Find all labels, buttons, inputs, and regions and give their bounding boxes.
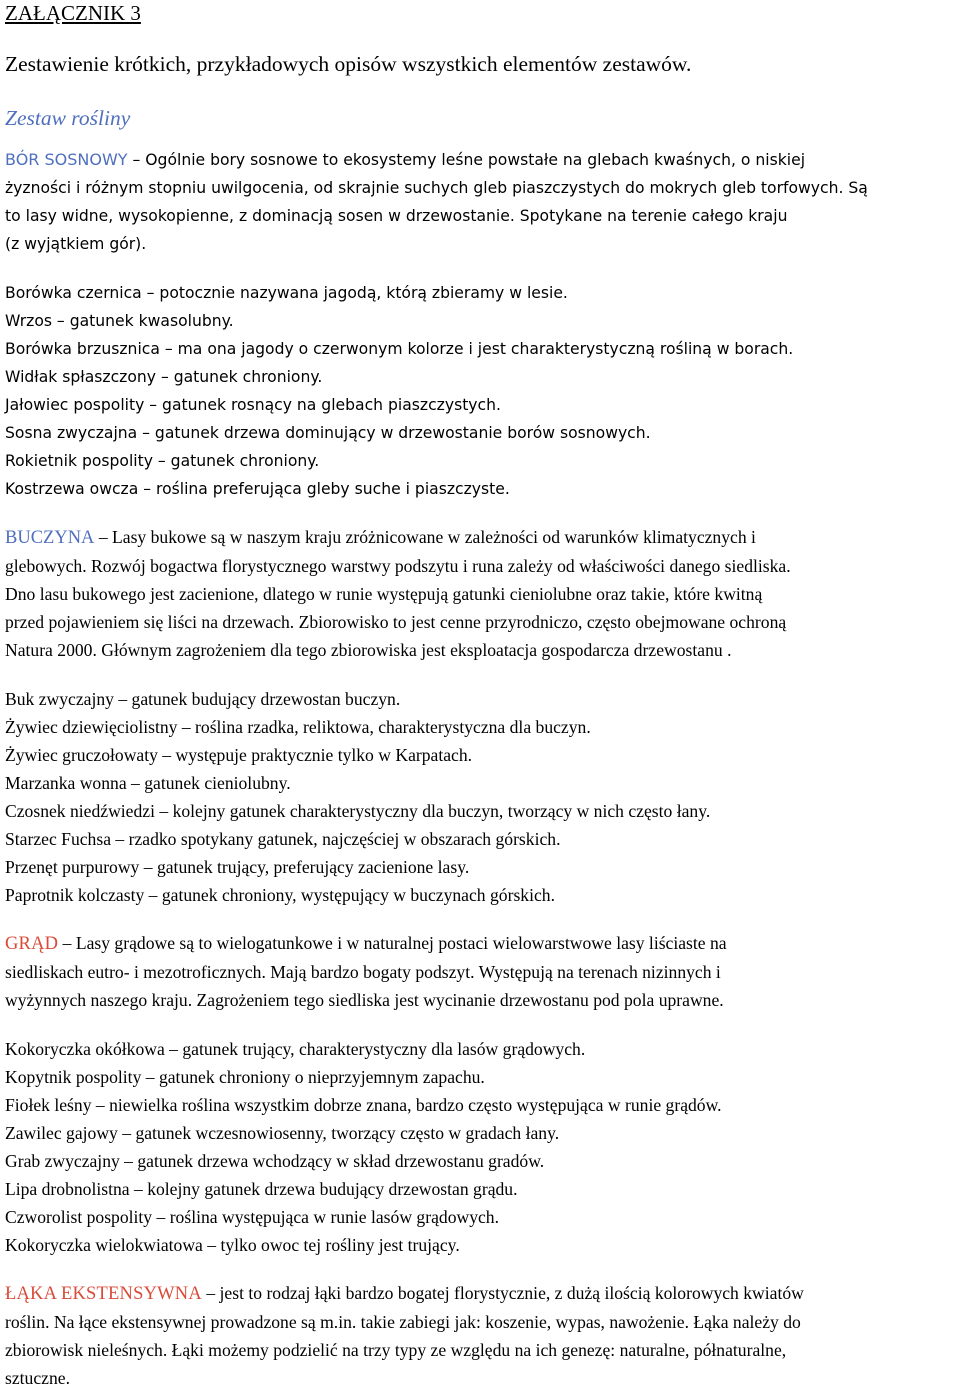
laka-paragraph-line: sztuczne.	[5, 1368, 70, 1388]
laka-paragraph-line: roślin. Na łące ekstensywnej prowadzone są m.in. takie zabiegi jak: koszenie, wypas, nawożenie. Łąka należy do	[5, 1312, 801, 1332]
list-item: Borówka brzusznica – ma ona jagody o czerwonym kolorze i jest charakterystyczną rośliną w borach.	[5, 340, 794, 358]
grad-paragraph-line: siedliskach eutro- i mezotroficznych. Mają bardzo bogaty podszyt. Występują na terenach nizinnych i	[5, 962, 721, 982]
buczyna-paragraph-line: BUCZYNA – Lasy bukowe są w naszym kraju zróżnicowane w zależności od warunków klimatycznych i	[5, 527, 756, 548]
list-item: Widłak spłaszczony – gatunek chroniony.	[5, 368, 323, 386]
bor-section	[5, 146, 954, 503]
laka-paragraph-line: zbiorowisk nieleśnych. Łąki możemy podzielić na trzy typy ze względu na ich genezę: naturalne, półnaturalne,	[5, 1340, 787, 1360]
list-item: Lipa drobnolistna – kolejny gatunek drzewa budujący drzewostan grądu.	[5, 1179, 518, 1199]
list-item: Starzec Fuchsa – rzadko spotykany gatunek, najczęściej w obszarach górskich.	[5, 829, 561, 849]
list-item: Kostrzewa owcza – roślina preferująca gleby suche i piaszczyste.	[5, 480, 510, 498]
list-item: Marzanka wonna – gatunek cieniolubny.	[5, 773, 291, 793]
grad-section	[5, 929, 954, 1259]
buczyna-heading: BUCZYNA	[5, 528, 95, 548]
list-item: Kopytnik pospolity – gatunek chroniony o nieprzyjemnym zapachu.	[5, 1067, 485, 1087]
list-item: Kokoryczka okółkowa – gatunek trujący, charakterystyczny dla lasów grądowych.	[5, 1039, 586, 1059]
list-item: Czosnek niedźwiedzi – kolejny gatunek charakterystyczny dla buczyn, tworzący w nich często łany.	[5, 801, 711, 821]
bor-heading: BÓR SOSNOWY	[5, 150, 128, 169]
bor-paragraph-line: to lasy widne, wysokopienne, z dominacją sosen w drzewostanie. Spotykane na terenie całego kraju	[5, 207, 788, 225]
laka-heading: ŁĄKA EKSTENSYWNA	[5, 1284, 202, 1304]
buczyna-species-list	[5, 685, 954, 909]
bor-paragraph-line: BÓR SOSNOWY – Ogólnie bory sosnowe to ekosystemy leśne powstałe na glebach kwaśnych, o niskiej	[5, 150, 806, 169]
bor-paragraph-line: żyzności i różnym stopniu uwilgocenia, od skrajnie suchych gleb piaszczystych do mokrych gleb torfowych. Są	[5, 179, 868, 197]
bor-paragraph-line: (z wyjątkiem gór).	[5, 235, 147, 253]
list-item: Buk zwyczajny – gatunek budujący drzewostan buczyn.	[5, 689, 401, 709]
list-item: Jałowiec pospolity – gatunek rosnący na glebach piaszczystych.	[5, 396, 501, 414]
grad-heading: GRĄD	[5, 934, 59, 954]
laka-paragraph-line: ŁĄKA EKSTENSYWNA – jest to rodzaj łąki bardzo bogatej florystycznie, z dużą ilością kolorowych kwiatów	[5, 1283, 804, 1304]
grad-species-list	[5, 1035, 954, 1259]
list-item: Fiołek leśny – niewielka roślina wszystkim dobrze znana, bardzo często występująca w runie grądów.	[5, 1095, 722, 1115]
buczyna-section	[5, 523, 954, 909]
list-item: Zawilec gajowy – gatunek wczesnowiosenny, tworzący często w gradach łany.	[5, 1123, 560, 1143]
list-item: Wrzos – gatunek kwasolubny.	[5, 312, 234, 330]
grad-paragraph-line: GRĄD – Lasy grądowe są to wielogatunkowe i w naturalnej postaci wielowarstwowe lasy liściaste na	[5, 933, 727, 954]
grad-paragraph-line: wyżynnych naszego kraju. Zagrożeniem tego siedliska jest wycinanie drzewostanu pod pola uprawne.	[5, 990, 724, 1010]
buczyna-paragraph-line: glebowych. Rozwój bogactwa florystycznego warstwy podszytu i runa zależy od właściwości danego siedliska.	[5, 556, 791, 576]
list-item: Borówka czernica – potocznie nazywana jagodą, którą zbieramy w lesie.	[5, 284, 568, 302]
buczyna-paragraph-line: Dno lasu bukowego jest zacienione, dlatego w runie występują gatunki cieniolubne oraz takie, które kwitną	[5, 584, 763, 604]
bor-species-list	[5, 279, 954, 503]
buczyna-paragraph-line: Natura 2000. Głównym zagrożeniem dla tego zbiorowiska jest eksploatacja gospodarcza drzewostanu .	[5, 640, 732, 660]
list-item: Grab zwyczajny – gatunek drzewa wchodzący w skład drzewostanu gradów.	[5, 1151, 545, 1171]
list-item: Paprotnik kolczasty – gatunek chroniony, występujący w buczynach górskich.	[5, 885, 555, 905]
page-title: ZAŁĄCZNIK 3	[5, 1, 141, 25]
list-item: Rokietnik pospolity – gatunek chroniony.	[5, 452, 320, 470]
buczyna-paragraph-line: przed pojawieniem się liści na drzewach. Zbiorowisko to jest cenne przyrodniczo, często obejmowane ochroną	[5, 612, 787, 632]
list-item: Czworolist pospolity – roślina występująca w runie lasów grądowych.	[5, 1207, 499, 1227]
page-subtitle: Zestawienie krótkich, przykładowych opisów wszystkich elementów zestawów.	[5, 52, 692, 76]
section-heading: Zestaw rośliny	[5, 106, 131, 130]
laka-section	[5, 1279, 954, 1392]
list-item: Sosna zwyczajna – gatunek drzewa dominujący w drzewostanie borów sosnowych.	[5, 424, 651, 442]
list-item: Kokoryczka wielokwiatowa – tylko owoc tej rośliny jest trujący.	[5, 1235, 460, 1255]
list-item: Żywiec gruczołowaty – występuje praktycznie tylko w Karpatach.	[5, 745, 473, 765]
list-item: Żywiec dziewięciolistny – roślina rzadka, reliktowa, charakterystyczna dla buczyn.	[5, 717, 591, 737]
list-item: Przenęt purpurowy – gatunek trujący, preferujący zacienione lasy.	[5, 857, 470, 877]
